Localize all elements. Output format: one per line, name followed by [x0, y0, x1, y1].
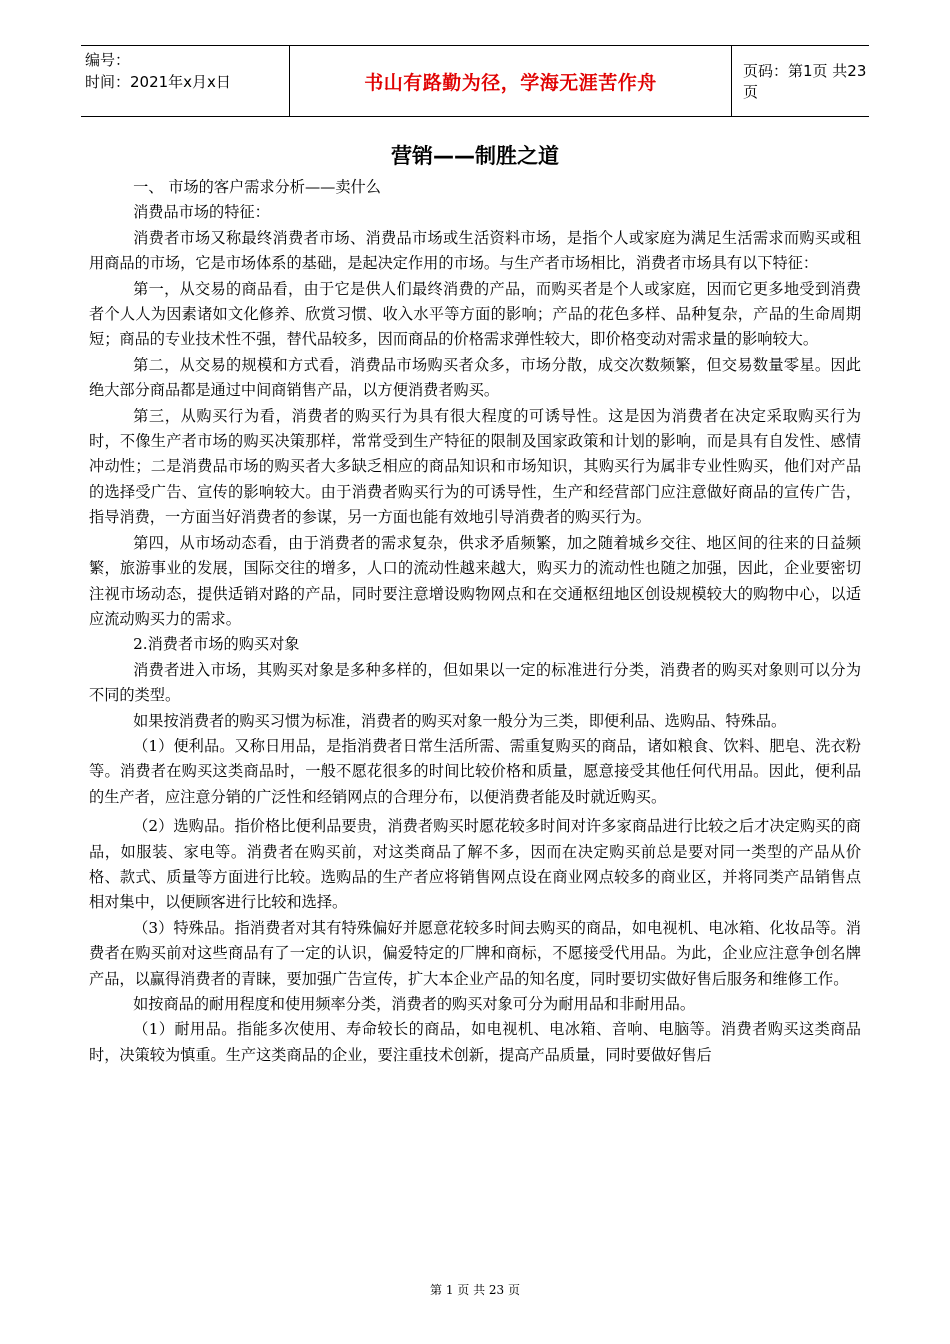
- paragraph: 第一，从交易的商品看，由于它是供人们最终消费的产品，而购买者是个人或家庭，因而它更多地受到消费者个人人为因素诸如文化修养、欣赏习惯、收入水平等方面的影响；产品的花色多样、品种复杂，产品的生命周期短；商品的专业技术性不强，替代品较多，因而商品的价格需求弹性较大，即价格变动对需求量的影响较大。: [89, 279, 861, 349]
- document-number: 编号：: [85, 51, 131, 69]
- paragraph: 消费者市场又称最终消费者市场、消费品市场或生活资料市场，是指个人或家庭为满足生活需求而购买或租用商品的市场，它是市场体系的基础，是起决定作用的市场。与生产者市场相比，消费者市场具有以下特征：: [89, 228, 861, 273]
- header-meta: [81, 46, 290, 116]
- paragraph: （3）特殊品。指消费者对其有特殊偏好并愿意花较多时间去购买的商品，如电视机、电冰箱、化妆品等。消费者在购买前对这些商品有了一定的认识，偏爱特定的厂牌和商标，不愿接受代用品。为此，企业应注意争创名牌产品，以赢得消费者的青睐，要加强广告宣传，扩大本企业产品的知名度，同时要切实做好售后服务和维修工作。: [89, 918, 861, 988]
- paragraph: 第三，从购买行为看，消费者的购买行为具有很大程度的可诱导性。这是因为消费者在决定采取购买行为时，不像生产者市场的购买决策那样，常常受到生产特征的限制及国家政策和计划的影响，而是具有自发性、感情冲动性；二是消费品市场的购买者大多缺乏相应的商品知识和市场知识，其购买行为属非专业性购买，他们对产品的选择受广告、宣传的影响较大。由于消费者购买行为的可诱导性，生产和经营部门应注意做好商品的宣传广告，指导消费，一方面当好消费者的参谋，另一方面也能有效地引导消费者的购买行为。: [89, 406, 861, 527]
- document-title: 营销——制胜之道: [391, 144, 559, 168]
- paragraph: （1）耐用品。指能多次使用、寿命较长的商品，如电视机、电冰箱、音响、电脑等。消费者购买这类商品时，决策较为慎重。生产这类商品的企业，要注重技术创新，提高产品质量，同时要做好售后: [89, 1020, 861, 1064]
- document-time: 时间：2021年x月x日: [85, 73, 231, 91]
- paragraph: 第四，从市场动态看，由于消费者的需求复杂，供求矛盾频繁，加之随着城乡交往、地区间的往来的日益频繁，旅游事业的发展，国际交往的增多，人口的流动性越来越大，购买力的流动性也随之加强，因此，企业要密切注视市场动态，提供适销对路的产品，同时要注意增设购物网点和在交通枢纽地区创设规模较大的购物中心，以适应流动购买力的需求。: [89, 533, 861, 628]
- subsection-heading: 2.消费者市场的购买对象: [133, 635, 300, 654]
- paragraph: （2）选购品。指价格比便利品要贵，消费者购买时愿花较多时间对许多家商品进行比较之后才决定购买的商品，如服装、家电等。消费者在购买前，对这类商品了解不多，因而在决定购买前总是要对同一类型的产品从价格、款式、质量等方面进行比较。选购品的生产者应将销售网点设在商业网点较多的商业区，并将同类产品销售点相对集中，以便顾客进行比较和选择。: [89, 817, 861, 912]
- paragraph: 第二，从交易的规模和方式看，消费品市场购买者众多，市场分散，成交次数频繁，但交易数量零星。因此绝大部分商品都是通过中间商销售产品，以方便消费者购买。: [89, 355, 861, 400]
- header-page-info: 页码：第1页 共23页: [743, 62, 867, 101]
- paragraph: （1）便利品。又称日用品，是指消费者日常生活所需、需重复购买的商品，诸如粮食、饮料、肥皂、洗衣粉等。消费者在购买这类商品时，一般不愿花很多的时间比较价格和质量，愿意接受其他任何代用品。因此，便利品的生产者，应注意分销的广泛性和经销网点的合理分布，以便消费者能及时就近购买。: [89, 736, 861, 806]
- document-body: [89, 175, 861, 1068]
- paragraph: 如果按消费者的购买习惯为标准，消费者的购买对象一般分为三类，即便利品、选购品、特殊品。: [133, 711, 787, 730]
- paragraph: 消费者进入市场，其购买对象是多种多样的，但如果以一定的标准进行分类，消费者的购买对象则可以分为不同的类型。: [89, 660, 861, 705]
- page-header: [81, 45, 869, 117]
- paragraph: 消费品市场的特征：: [133, 203, 270, 222]
- paragraph: 如按商品的耐用程度和使用频率分类，消费者的购买对象可分为耐用品和非耐用品。: [133, 995, 696, 1013]
- header-motto: 书山有路勤为径，学海无涯苦作舟: [290, 46, 732, 116]
- section-heading: 一、 市场的客户需求分析——卖什么: [133, 178, 381, 196]
- page-footer: 第 1 页 共 23 页: [430, 1283, 520, 1297]
